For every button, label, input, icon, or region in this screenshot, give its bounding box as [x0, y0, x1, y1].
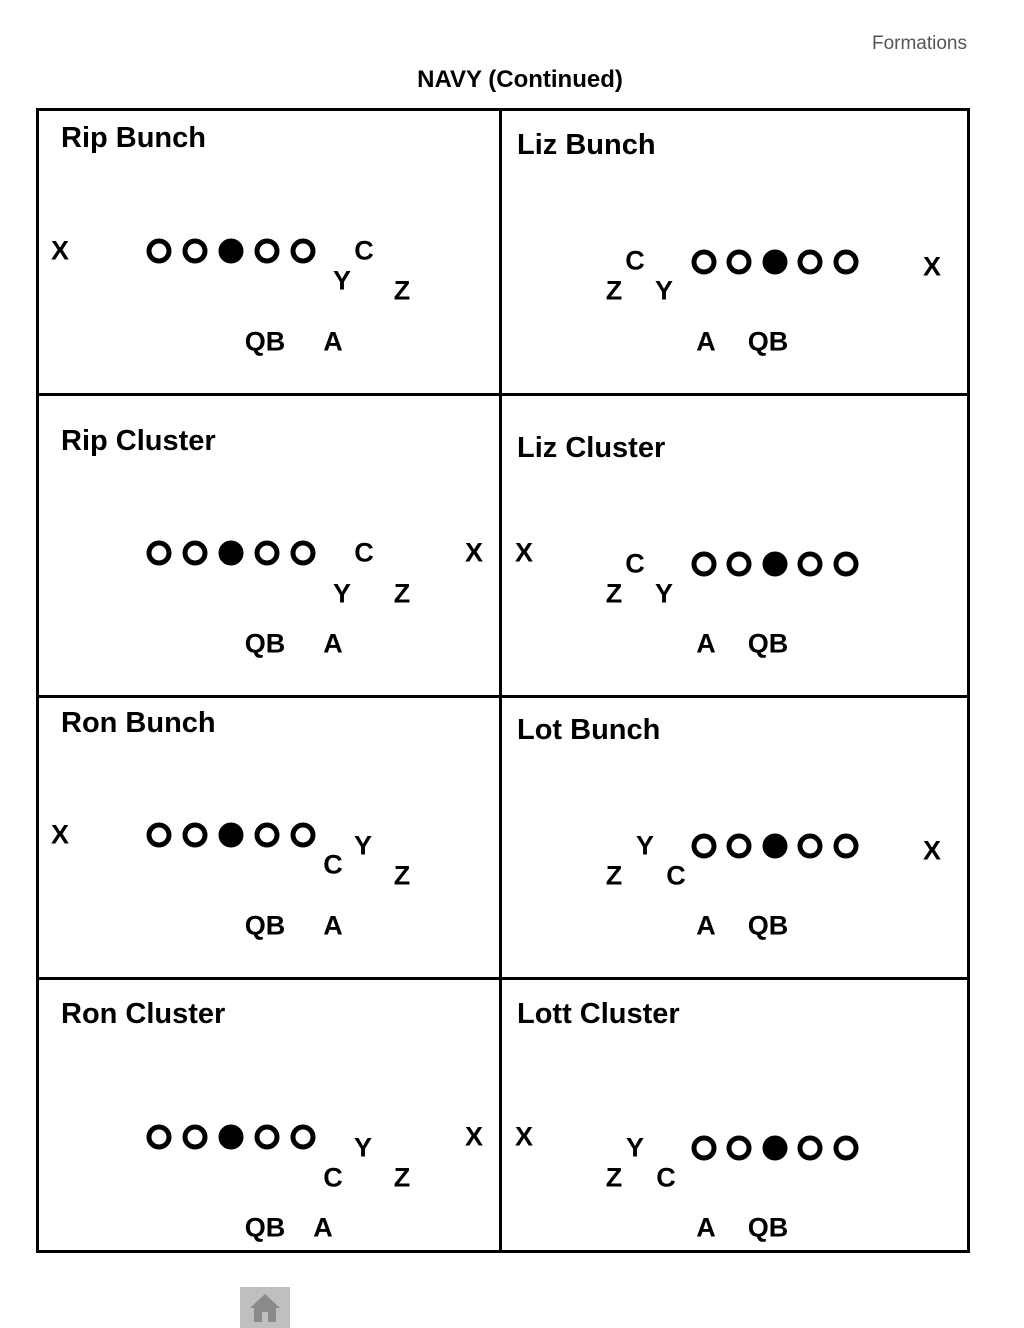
- player-c: C: [666, 860, 686, 891]
- page-title: NAVY (Continued): [417, 66, 623, 93]
- lineman: [834, 834, 859, 859]
- lineman: [692, 834, 717, 859]
- player-qb: QB: [244, 910, 286, 941]
- grid-divider-vertical: [499, 108, 502, 1250]
- player-x: X: [514, 537, 534, 568]
- player-qb: QB: [747, 1212, 789, 1243]
- player-z: Z: [393, 578, 411, 609]
- player-x: X: [922, 835, 942, 866]
- player-y: Y: [332, 265, 352, 296]
- formation-title: Rip Cluster: [61, 425, 216, 457]
- player-c: C: [323, 1162, 343, 1193]
- formation-title: Lott Cluster: [517, 998, 680, 1030]
- lineman: [692, 250, 717, 275]
- lineman: [291, 239, 316, 264]
- player-z: Z: [393, 1162, 411, 1193]
- player-x: X: [464, 1121, 484, 1152]
- player-z: Z: [393, 275, 411, 306]
- lineman: [255, 1125, 280, 1150]
- lineman: [291, 541, 316, 566]
- player-z: Z: [605, 275, 623, 306]
- center-lineman: [219, 1125, 244, 1150]
- grid-divider-row-1: [36, 393, 967, 396]
- player-y: Y: [654, 275, 674, 306]
- player-x: X: [50, 819, 70, 850]
- lineman: [798, 552, 823, 577]
- lineman: [798, 1136, 823, 1161]
- player-y: Y: [625, 1132, 645, 1163]
- player-y: Y: [353, 830, 373, 861]
- player-qb: QB: [747, 326, 789, 357]
- lineman: [834, 250, 859, 275]
- formation-title: Lot Bunch: [517, 714, 661, 746]
- player-c: C: [354, 235, 374, 266]
- player-qb: QB: [747, 628, 789, 659]
- player-c: C: [323, 849, 343, 880]
- grid-divider-row-3: [36, 977, 967, 980]
- lineman: [727, 834, 752, 859]
- lineman: [183, 1125, 208, 1150]
- player-c: C: [625, 245, 645, 276]
- lineman: [183, 239, 208, 264]
- lineman: [147, 823, 172, 848]
- player-a: A: [313, 1212, 333, 1243]
- player-y: Y: [353, 1132, 373, 1163]
- player-a: A: [323, 326, 343, 357]
- lineman: [692, 1136, 717, 1161]
- player-c: C: [656, 1162, 676, 1193]
- player-z: Z: [605, 578, 623, 609]
- lineman: [291, 1125, 316, 1150]
- player-a: A: [323, 628, 343, 659]
- center-lineman: [763, 834, 788, 859]
- player-a: A: [696, 1212, 716, 1243]
- lineman: [147, 541, 172, 566]
- player-x: X: [514, 1121, 534, 1152]
- player-x: X: [464, 537, 484, 568]
- player-qb: QB: [244, 326, 286, 357]
- lineman: [255, 541, 280, 566]
- home-button[interactable]: [240, 1287, 290, 1328]
- lineman: [692, 552, 717, 577]
- formation-title: Liz Cluster: [517, 432, 666, 464]
- lineman: [147, 1125, 172, 1150]
- center-lineman: [763, 250, 788, 275]
- formation-title: Liz Bunch: [517, 129, 656, 161]
- lineman: [183, 823, 208, 848]
- formation-title: Ron Bunch: [61, 707, 216, 739]
- player-a: A: [696, 910, 716, 941]
- player-a: A: [323, 910, 343, 941]
- player-z: Z: [605, 1162, 623, 1193]
- formation-grid: [36, 108, 970, 1253]
- player-y: Y: [635, 830, 655, 861]
- lineman: [255, 239, 280, 264]
- home-icon: [249, 1293, 281, 1323]
- lineman: [727, 1136, 752, 1161]
- lineman: [834, 1136, 859, 1161]
- section-label: Formations: [871, 33, 967, 54]
- lineman: [798, 250, 823, 275]
- player-qb: QB: [244, 628, 286, 659]
- formation-title: Ron Cluster: [61, 998, 226, 1030]
- player-a: A: [696, 628, 716, 659]
- lineman: [147, 239, 172, 264]
- center-lineman: [763, 1136, 788, 1161]
- lineman: [834, 552, 859, 577]
- lineman: [727, 552, 752, 577]
- center-lineman: [763, 552, 788, 577]
- player-x: X: [922, 251, 942, 282]
- center-lineman: [219, 541, 244, 566]
- grid-divider-row-2: [36, 695, 967, 698]
- player-a: A: [696, 326, 716, 357]
- formation-title: Rip Bunch: [61, 122, 206, 154]
- player-qb: QB: [244, 1212, 286, 1243]
- lineman: [291, 823, 316, 848]
- player-z: Z: [605, 860, 623, 891]
- player-qb: QB: [747, 910, 789, 941]
- player-c: C: [354, 537, 374, 568]
- lineman: [183, 541, 208, 566]
- lineman: [727, 250, 752, 275]
- center-lineman: [219, 823, 244, 848]
- center-lineman: [219, 239, 244, 264]
- player-y: Y: [332, 578, 352, 609]
- player-c: C: [625, 548, 645, 579]
- lineman: [798, 834, 823, 859]
- player-y: Y: [654, 578, 674, 609]
- player-z: Z: [393, 860, 411, 891]
- lineman: [255, 823, 280, 848]
- player-x: X: [50, 235, 70, 266]
